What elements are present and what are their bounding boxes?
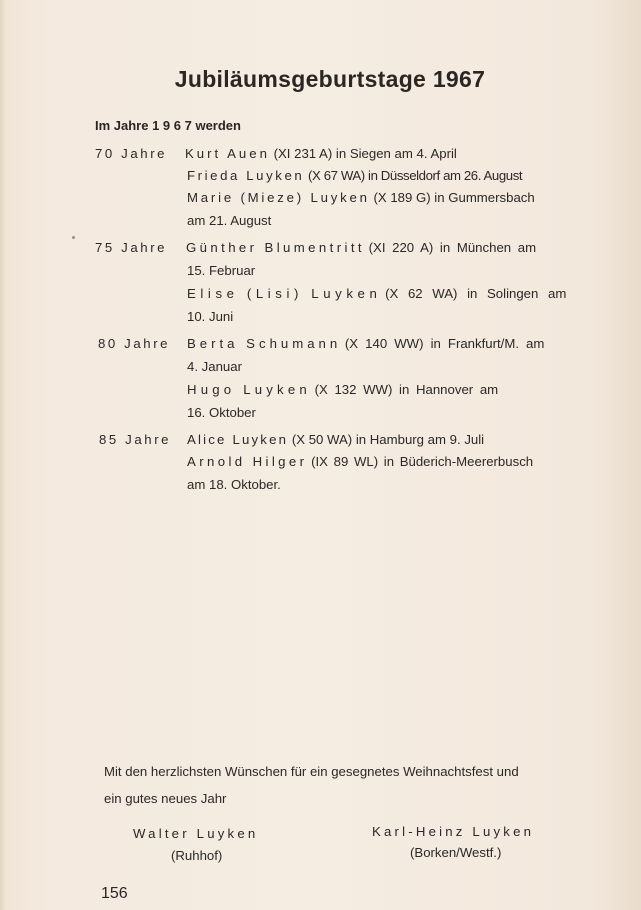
- person-name: Frieda Luyken: [187, 168, 305, 183]
- entry-details-continued: 10. Juni: [187, 309, 234, 324]
- entry-details-continued: am 18. Oktober.: [187, 477, 281, 492]
- intro-line: Im Jahre 1 9 6 7 werden: [95, 118, 241, 133]
- entry-details: (IX 89 WL) in Büderich-Meererbusch: [311, 454, 534, 469]
- entry-details: (X 189 G) in Gummersbach: [373, 190, 535, 205]
- person-name: Marie (Mieze) Luyken: [187, 190, 370, 205]
- entry-details: (XI 220 A) in München am: [368, 240, 537, 255]
- entry-details-continued: 16. Oktober: [187, 405, 256, 420]
- birthday-entry: [185, 146, 457, 161]
- signature-name-left: Walter Luyken: [133, 826, 259, 841]
- greeting-line-2: ein gutes neues Jahr: [104, 791, 227, 806]
- birthday-entry: [187, 382, 498, 397]
- person-name: Hugo Luyken: [187, 382, 311, 397]
- entry-details: (X 132 WW) in Hannover am: [314, 382, 499, 397]
- signature-place-left: (Ruhhof): [171, 848, 223, 863]
- person-name: Berta Schumann: [187, 336, 342, 351]
- age-label-75: 75 Jahre: [95, 240, 168, 255]
- person-name: Günther Blumentritt: [186, 240, 365, 255]
- page-title: Jubiläumsgeburtstage 1967: [174, 66, 486, 92]
- page-number: 156: [101, 885, 128, 902]
- entry-details: (X 62 WA) in Solingen am: [385, 286, 567, 301]
- birthday-entry: [187, 286, 566, 301]
- signature-place-right: (Borken/Westf.): [410, 845, 502, 860]
- age-label-80: 80 Jahre: [98, 336, 171, 351]
- birthday-entry: [187, 168, 522, 183]
- greeting-line-1: Mit den herzlichsten Wünschen für ein gesegnetes Weihnachtsfest und: [104, 764, 519, 779]
- age-label-85: 85 Jahre: [99, 432, 172, 447]
- birthday-entry: [187, 336, 544, 351]
- birthday-entry: [187, 454, 533, 469]
- person-name: Elise (Lisi) Luyken: [187, 286, 382, 301]
- paper-speck: [72, 236, 75, 239]
- entry-details-continued: 4. Januar: [187, 359, 242, 374]
- page-edge-shadow: [0, 0, 6, 910]
- age-label-70: 70 Jahre: [95, 146, 168, 161]
- entry-details-continued: am 21. August: [187, 213, 272, 228]
- signature-name-right: Karl-Heinz Luyken: [372, 824, 535, 839]
- entry-details: (X 140 WW) in Frankfurt/M. am: [344, 336, 545, 351]
- birthday-entry: [187, 190, 535, 205]
- entry-details-continued: 15. Februar: [187, 263, 256, 278]
- entry-details: (XI 231 A) in Siegen am 4. April: [273, 146, 457, 161]
- entry-details: (X 67 WA) in Düsseldorf am 26. August: [308, 168, 523, 183]
- entry-details: (X 50 WA) in Hamburg am 9. Juli: [291, 432, 485, 447]
- person-name: Alice Luyken: [187, 432, 289, 447]
- birthday-entry: [187, 432, 484, 447]
- person-name: Kurt Auen: [185, 146, 270, 161]
- birthday-entry: [186, 240, 536, 255]
- person-name: Arnold Hilger: [187, 454, 308, 469]
